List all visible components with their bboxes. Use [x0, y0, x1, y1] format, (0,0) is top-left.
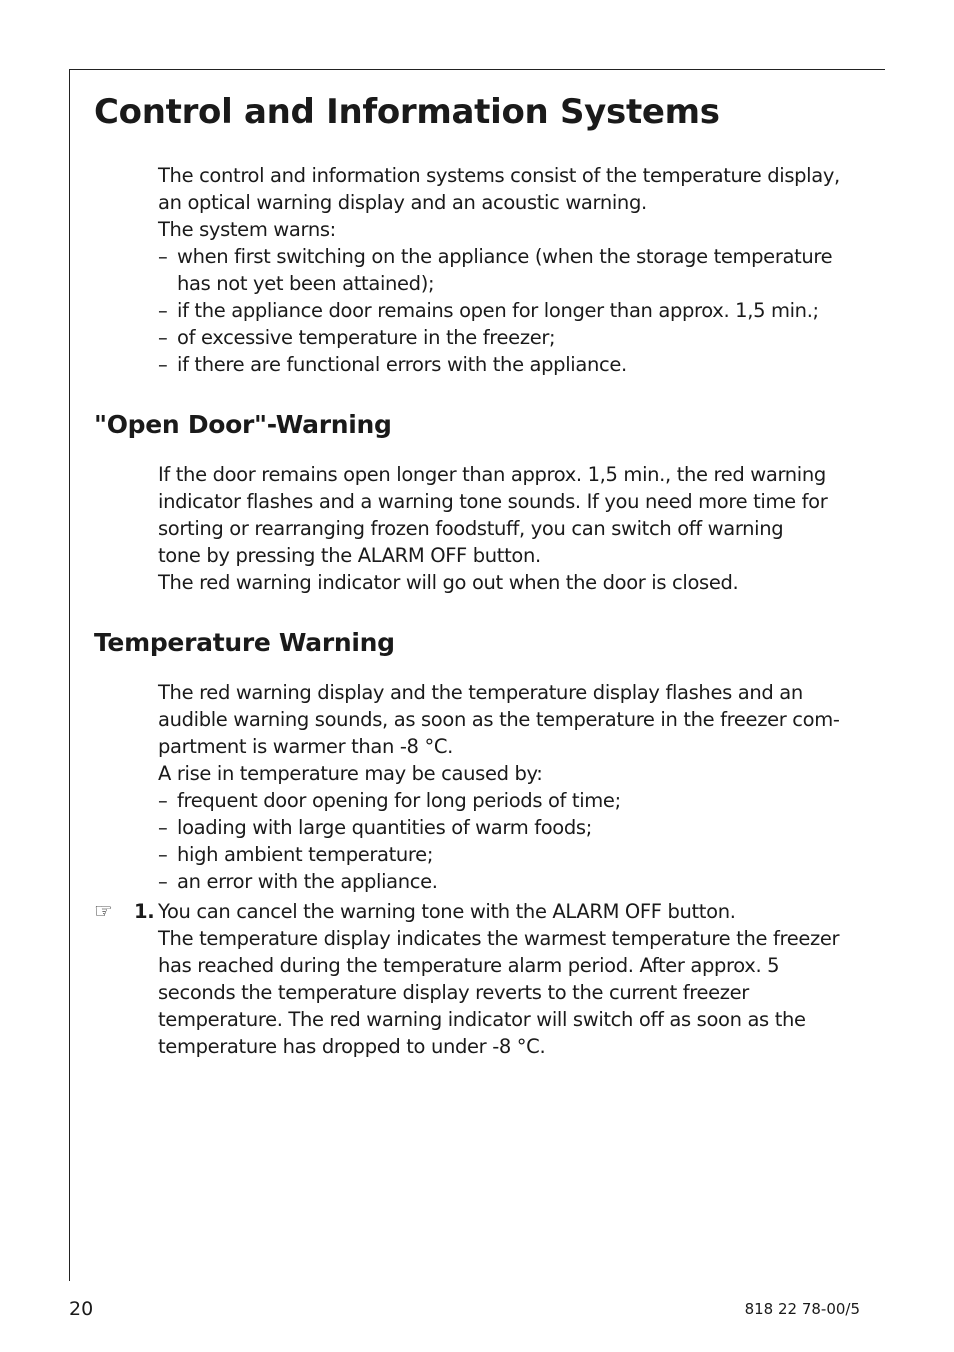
dash-bullet: – — [158, 870, 168, 893]
note-body — [158, 898, 874, 1060]
list-item — [158, 351, 870, 378]
paragraph-line: If the door remains open longer than approx. 1,5 min., the red warning — [158, 463, 826, 486]
temperature-section — [158, 679, 870, 895]
dash-bullet: – — [158, 299, 168, 322]
dash-bullet: – — [158, 353, 168, 376]
intro-line: an optical warning display and an acoustic warning. — [158, 191, 647, 214]
paragraph-line: audible warning sounds, as soon as the temperature in the freezer com- — [158, 708, 840, 731]
list-item-text: of excessive temperature in the freezer; — [177, 326, 556, 349]
open-door-section — [158, 461, 870, 596]
paragraph-line: partment is warmer than -8 °C. — [158, 735, 453, 758]
paragraph-line: sorting or rearranging frozen foodstuff, you can switch off warning — [158, 517, 784, 540]
list-item-text: if the appliance door remains open for longer than approx. 1,5 min.; — [177, 299, 819, 322]
page-title: Control and Information Systems — [94, 92, 720, 132]
left-rule — [69, 69, 70, 1281]
top-rule — [69, 69, 885, 70]
intro-line: The system warns: — [158, 218, 336, 241]
dash-bullet: – — [158, 245, 168, 268]
intro-section — [158, 162, 870, 378]
list-item-text: if there are functional errors with the appliance. — [177, 353, 627, 376]
list-item-text: frequent door opening for long periods of time; — [177, 789, 621, 812]
document-code: 818 22 78-00/5 — [744, 1300, 860, 1318]
dash-bullet: – — [158, 843, 168, 866]
temperature-heading: Temperature Warning — [94, 628, 395, 657]
list-item — [158, 841, 870, 868]
paragraph-line: A rise in temperature may be caused by: — [158, 762, 543, 785]
intro-line: The control and information systems consist of the temperature display, — [158, 164, 840, 187]
paragraph-line: indicator flashes and a warning tone sounds. If you need more time for — [158, 490, 828, 513]
list-item — [158, 243, 870, 297]
list-item — [158, 868, 870, 895]
list-item — [158, 787, 870, 814]
open-door-heading: "Open Door"-Warning — [94, 410, 392, 439]
temperature-note — [94, 898, 874, 1060]
list-item-text: when first switching on the appliance (when the storage temperature has not yet been attained); — [177, 245, 833, 295]
note-line: temperature has dropped to under -8 °C. — [158, 1035, 546, 1058]
note-number: 1. — [134, 900, 155, 923]
list-item — [158, 814, 870, 841]
note-line: The temperature display indicates the warmest temperature the freezer — [158, 927, 840, 950]
list-item-text: loading with large quantities of warm foods; — [177, 816, 592, 839]
list-item — [158, 324, 870, 351]
note-line: You can cancel the warning tone with the ALARM OFF button. — [158, 900, 736, 923]
pointing-hand-icon: ☞ — [94, 899, 113, 923]
page-number: 20 — [69, 1298, 94, 1320]
note-line: seconds the temperature display reverts to the current freezer — [158, 981, 749, 1004]
paragraph-line: tone by pressing the ALARM OFF button. — [158, 544, 541, 567]
list-item — [158, 297, 870, 324]
dash-bullet: – — [158, 326, 168, 349]
dash-bullet: – — [158, 816, 168, 839]
dash-bullet: – — [158, 789, 168, 812]
note-line: temperature. The red warning indicator will switch off as soon as the — [158, 1008, 806, 1031]
paragraph-line: The red warning display and the temperature display flashes and an — [158, 681, 803, 704]
paragraph-line: The red warning indicator will go out when the door is closed. — [158, 571, 739, 594]
note-line: has reached during the temperature alarm period. After approx. 5 — [158, 954, 780, 977]
list-item-text: high ambient temperature; — [177, 843, 434, 866]
list-item-text: an error with the appliance. — [177, 870, 438, 893]
